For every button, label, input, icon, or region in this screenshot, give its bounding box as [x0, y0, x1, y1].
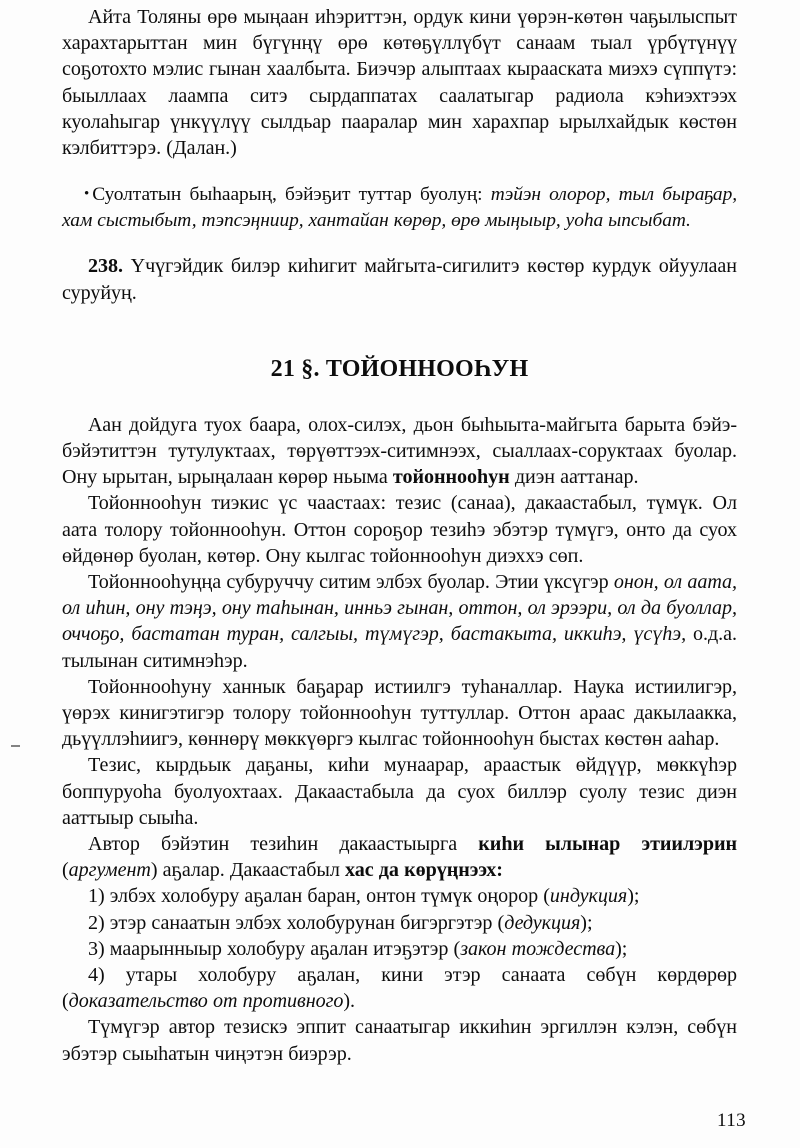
numbered-list-item: [62, 962, 737, 1014]
exercise-238: [62, 253, 737, 305]
bullet-italic-list: тэйэн олорор, тыл быраҕар, хам сыстыбыт, тэпсэңниир, хантайан көрөр, өрө мыңыыр, уоһа ыпсыбат.: [62, 184, 738, 231]
italic-run: закон тождества: [460, 937, 616, 960]
italic-run: индукция: [549, 885, 628, 908]
text-run: ).: [343, 990, 356, 1013]
bold-run: тойоннооһун: [392, 466, 510, 489]
margin-tick-mark: [11, 745, 20, 747]
text-run: о.д.а. тылынан ситимнэһэр.: [62, 623, 737, 672]
excerpt-paragraph: Айта Толяны өрө мыңаан иһэриттэн, ордук кини үөрэн-көтөн чаҕылыспыт харахтарыттан мин бүгүнңү өрө көтөҕүллүбүт санаам тыал үрбүтүнүү соҕотохто мэлис гынан хаалбыта. Биэчэр алыптаах кырааската миэхэ сүппүтэ: быыллаах лаампа ситэ сырдаппатах саалатыгар радиола кэһиэхтээх куолаһыгар үнкүүлүү сылдьар пааралар мин харахпар ырылхайдык көстөн кэлбиттэрэ. (Далан.): [62, 6, 737, 160]
text-run: 3) маарынныыр холобуру аҕалан итэҕэтэр (: [88, 937, 461, 960]
italic-run: аргумент: [68, 859, 151, 882]
bullet-dot-icon: •: [84, 186, 90, 203]
bold-run: хас да көрүңнээх:: [345, 859, 503, 882]
text-run: ) аҕалар. Дакаастабыл: [150, 859, 346, 882]
exercise-text: Үчүгэйдик билэр киһигит майгыта-сигилитэ көстөр курдук ойуулаан суруйуң.: [62, 255, 737, 304]
text-run: 4) утары холобуру аҕалан, кини этэр санаата сөбүн көрдөрөр (: [62, 964, 737, 1013]
text-run: 1) элбэх холобуру аҕалан баран, онтон түмүк оңорор (: [88, 885, 550, 908]
body-paragraph: [62, 674, 737, 753]
closing-paragraph: Түмүгэр автор тезискэ эппит санаатыгар иккиһин эргиллэн кэлэн, сөбүн эбэтэр сыыһатын чиңэтэн биэрэр.: [62, 1016, 737, 1065]
numbered-list: [62, 883, 737, 1014]
body-paragraph: [62, 831, 737, 883]
body-paragraphs: [62, 412, 737, 884]
italic-run: онон, ол аата, ол иһин, ону тэңэ, ону таһынан, инньэ гынан, оттон, ол эрээри, ол да буоллар, оччоҕо, бастатан туран, салгыы, түмүгэр, бастакыта, иккиһэ, үсүһэ,: [62, 571, 737, 646]
exercise-number: 238.: [88, 255, 123, 278]
numbered-list-item: [62, 936, 737, 962]
text-column: [62, 4, 737, 1067]
page-number: 113: [717, 1110, 746, 1131]
section-heading: 21 §. ТОЙОННООҺУН: [270, 355, 529, 382]
body-paragraph: [62, 490, 737, 569]
text-run: диэн ааттанар.: [509, 466, 639, 489]
text-run: 2) этэр санаатын элбэх холобурунан бигэргэтэр (: [88, 911, 505, 934]
text-run: Тойоннооһуңңа субуруччу ситим элбэх буолар. Этии үксүгэр: [88, 571, 614, 594]
body-paragraph: [62, 752, 737, 831]
text-run: Автор бэйэтин тезиһин дакаастыырга: [88, 833, 479, 856]
italic-run: дедукция: [504, 911, 581, 934]
text-run: );: [627, 885, 640, 908]
text-run: (: [62, 859, 69, 882]
text-run: Тойоннооһуну ханнык баҕарар истиилгэ туһаналлар. Наука истиилигэр, үөрэх кинигэтигэр толору тойоннооһун туттуллар. Оттон араас дакылаакка, дьүүллэһиигэ, көннөрү мөккүөргэ кылгас тойоннооһун быстах көстөн ааһар.: [62, 675, 737, 751]
numbered-list-item: [62, 883, 737, 909]
text-run: Тойоннооһун тиэкис үс чаастаах: тезис (санаа), дакаастабыл, түмүк. Ол аата толору тойоннооһун. Оттон сороҕор тезиһэ эбэтэр түмүгэ, онто да суох өйдөнөр буолан, көтөр. Ону кылгас тойоннооһун диэххэ сөп.: [62, 492, 737, 567]
body-paragraph: [62, 569, 737, 674]
text-run: );: [615, 937, 628, 960]
text-run: Аан дойдуга туох баара, олох-силэх, дьон быһыыта-майгыта барыта бэйэ-бэйэтиттэн тутулуктаах, төрүөттээх-ситимнээх, сыаллаах-соруктаах буолар. Ону ырытан, ырыңалаан көрөр ньыма: [62, 413, 737, 489]
body-paragraph: [62, 412, 737, 491]
text-run: );: [580, 911, 593, 934]
bullet-task: [62, 182, 737, 233]
text-run: Тезис, кырдьык даҕаны, киһи мунаарар, араастык өйдүүр, мөккүһэр боппуруоһа буолуохтаах. Дакаастабыла да суох биллэр суолу тезис диэн ааттыыр сыыһа.: [62, 754, 737, 829]
bullet-lead-text: Суолтатын быһаарың, бэйэҕит туттар буолуң:: [92, 184, 483, 206]
numbered-list-item: [62, 910, 737, 936]
italic-run: доказательство от противного: [68, 990, 344, 1013]
bold-run: киһи ылынар этиилэрин: [478, 833, 737, 856]
